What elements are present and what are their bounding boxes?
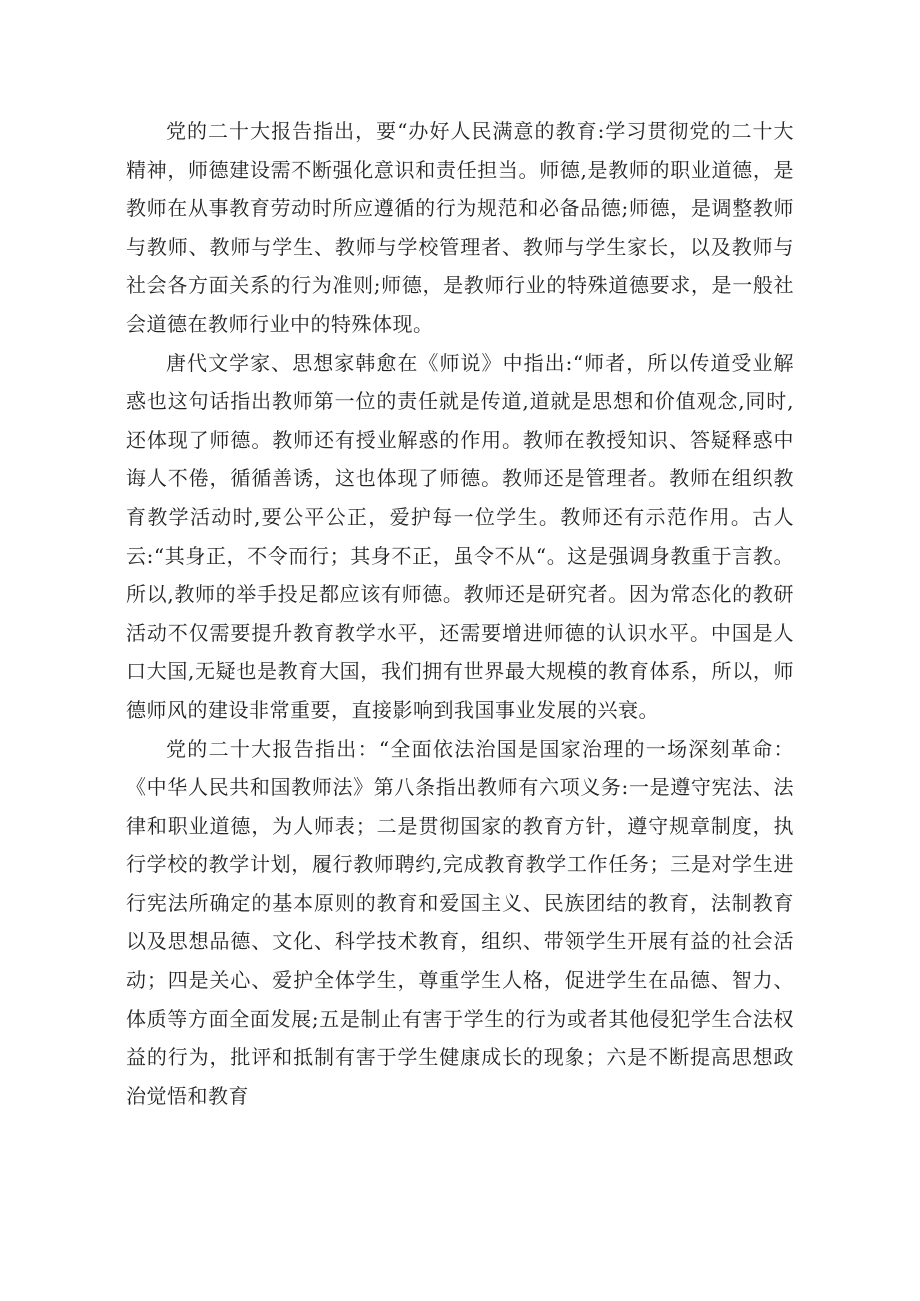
- paragraph-teacher-ethics-definition: 党的二十大报告指出，要“办好人民满意的教育:学习贯彻党的二十大精神，师德建设需不断强化意识和责任担当。师德,是教师的职业道德，是教师在从事教育劳动时所应遵循的行为规范和必备品德;师德，是调整教师与教师、教师与学生、教师与学校管理者、教师与学生家长，以及教师与社会各方面关系的行为准则;师德，是教师行业的特殊道德要求，是一般社会道德在教师行业中的特殊体现。: [126, 119, 794, 336]
- paragraph-teachers-law-duties: 党的二十大报告指出：“全面依法治国是国家治理的一场深刻革命：《中华人民共和国教师法》第八条指出教师有六项义务:一是遵守宪法、法律和职业道德，为人师表；二是贯彻国家的教育方针，遵守规章制度，执行学校的教学计划，履行教师聘约,完成教育教学工作任务；三是对学生进行宪法所确定的基本原则的教育和爱国主义、民族团结的教育，法制教育以及思想品德、文化、科学技术教育，组织、带领学生开展有益的社会活动；四是关心、爱护全体学生，尊重学生人格，促进学生在品德、智力、体质等方面全面发展;五是制止有害于学生的行为或者其他侵犯学生合法权益的行为，批评和抵制有害于学生健康成长的现象；六是不断提高思想政治觉悟和教育: [126, 736, 794, 1108]
- paragraph-han-yu-shishuo: 唐代文学家、思想家韩愈在《师说》中指出:“师者，所以传道受业解惑也这句话指出教师第一位的责任就是传道,道就是思想和价值观念,同时,还体现了师德。教师还有授业解惑的作用。教师在教授知识、答疑释惑中诲人不倦，循循善诱，这也体现了师德。教师还是管理者。教师在组织教育教学活动时,要公平公正，爱护每一位学生。教师还有示范作用。古人云:“其身正，不令而行；其身不正，虽令不从“。这是强调身教重于言教。所以,教师的举手投足都应该有师德。教师还是研究者。因为常态化的教研活动不仅需要提升教育教学水平，还需要增进师德的认识水平。中国是人口大国,无疑也是教育大国，我们拥有世界最大规模的教育体系，所以，师德师风的建设非常重要，直接影响到我国事业发展的兴衰。: [126, 350, 794, 722]
- document-body: [126, 112, 794, 1115]
